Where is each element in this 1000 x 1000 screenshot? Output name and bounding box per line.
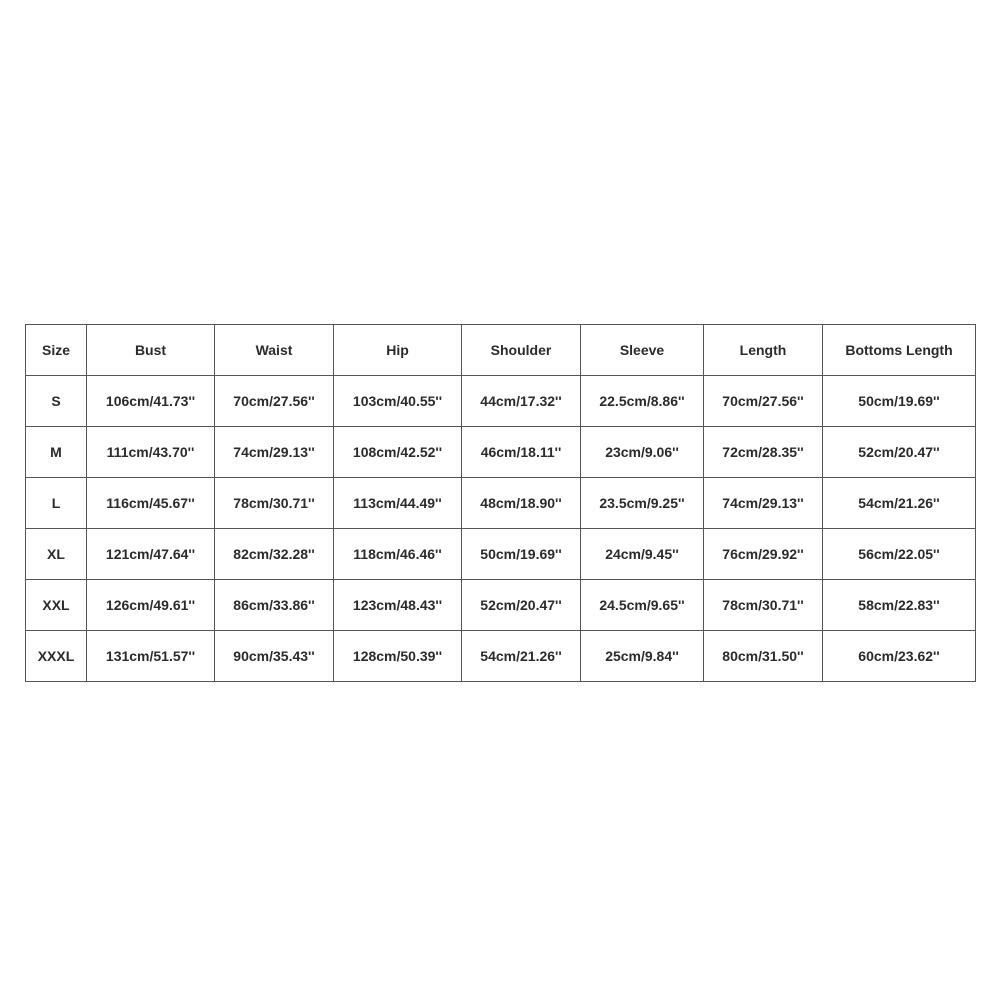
size-cell: XXXL: [26, 631, 87, 682]
length-cell: 80cm/31.50'': [704, 631, 823, 682]
hip-cell: 123cm/48.43'': [334, 580, 462, 631]
header-bottoms-length: Bottoms Length: [823, 325, 976, 376]
bottoms-length-cell: 56cm/22.05'': [823, 529, 976, 580]
sleeve-cell: 24.5cm/9.65'': [581, 580, 704, 631]
sleeve-cell: 23cm/9.06'': [581, 427, 704, 478]
bottoms-length-cell: 52cm/20.47'': [823, 427, 976, 478]
header-size: Size: [26, 325, 87, 376]
sleeve-cell: 23.5cm/9.25'': [581, 478, 704, 529]
bust-cell: 126cm/49.61'': [87, 580, 215, 631]
size-cell: S: [26, 376, 87, 427]
bottoms-length-cell: 50cm/19.69'': [823, 376, 976, 427]
shoulder-cell: 46cm/18.11'': [462, 427, 581, 478]
bust-cell: 121cm/47.64'': [87, 529, 215, 580]
hip-cell: 113cm/44.49'': [334, 478, 462, 529]
length-cell: 70cm/27.56'': [704, 376, 823, 427]
shoulder-cell: 50cm/19.69'': [462, 529, 581, 580]
table-row: [26, 529, 976, 580]
waist-cell: 86cm/33.86'': [215, 580, 334, 631]
hip-cell: 118cm/46.46'': [334, 529, 462, 580]
size-chart-table: [25, 324, 976, 682]
bust-cell: 106cm/41.73'': [87, 376, 215, 427]
waist-cell: 78cm/30.71'': [215, 478, 334, 529]
shoulder-cell: 44cm/17.32'': [462, 376, 581, 427]
header-waist: Waist: [215, 325, 334, 376]
table-row: [26, 376, 976, 427]
waist-cell: 82cm/32.28'': [215, 529, 334, 580]
size-cell: XL: [26, 529, 87, 580]
length-cell: 76cm/29.92'': [704, 529, 823, 580]
bottoms-length-cell: 54cm/21.26'': [823, 478, 976, 529]
size-cell: XXL: [26, 580, 87, 631]
bottoms-length-cell: 60cm/23.62'': [823, 631, 976, 682]
table-row: [26, 580, 976, 631]
hip-cell: 108cm/42.52'': [334, 427, 462, 478]
waist-cell: 70cm/27.56'': [215, 376, 334, 427]
hip-cell: 128cm/50.39'': [334, 631, 462, 682]
waist-cell: 90cm/35.43'': [215, 631, 334, 682]
bust-cell: 111cm/43.70'': [87, 427, 215, 478]
table-row: [26, 478, 976, 529]
sleeve-cell: 25cm/9.84'': [581, 631, 704, 682]
header-length: Length: [704, 325, 823, 376]
size-cell: L: [26, 478, 87, 529]
length-cell: 74cm/29.13'': [704, 478, 823, 529]
waist-cell: 74cm/29.13'': [215, 427, 334, 478]
sleeve-cell: 22.5cm/8.86'': [581, 376, 704, 427]
table-header-row: [26, 325, 976, 376]
shoulder-cell: 52cm/20.47'': [462, 580, 581, 631]
shoulder-cell: 54cm/21.26'': [462, 631, 581, 682]
bottoms-length-cell: 58cm/22.83'': [823, 580, 976, 631]
hip-cell: 103cm/40.55'': [334, 376, 462, 427]
size-cell: M: [26, 427, 87, 478]
header-shoulder: Shoulder: [462, 325, 581, 376]
length-cell: 72cm/28.35'': [704, 427, 823, 478]
shoulder-cell: 48cm/18.90'': [462, 478, 581, 529]
header-bust: Bust: [87, 325, 215, 376]
header-sleeve: Sleeve: [581, 325, 704, 376]
table-row: [26, 427, 976, 478]
sleeve-cell: 24cm/9.45'': [581, 529, 704, 580]
bust-cell: 131cm/51.57'': [87, 631, 215, 682]
bust-cell: 116cm/45.67'': [87, 478, 215, 529]
table-row: [26, 631, 976, 682]
length-cell: 78cm/30.71'': [704, 580, 823, 631]
header-hip: Hip: [334, 325, 462, 376]
